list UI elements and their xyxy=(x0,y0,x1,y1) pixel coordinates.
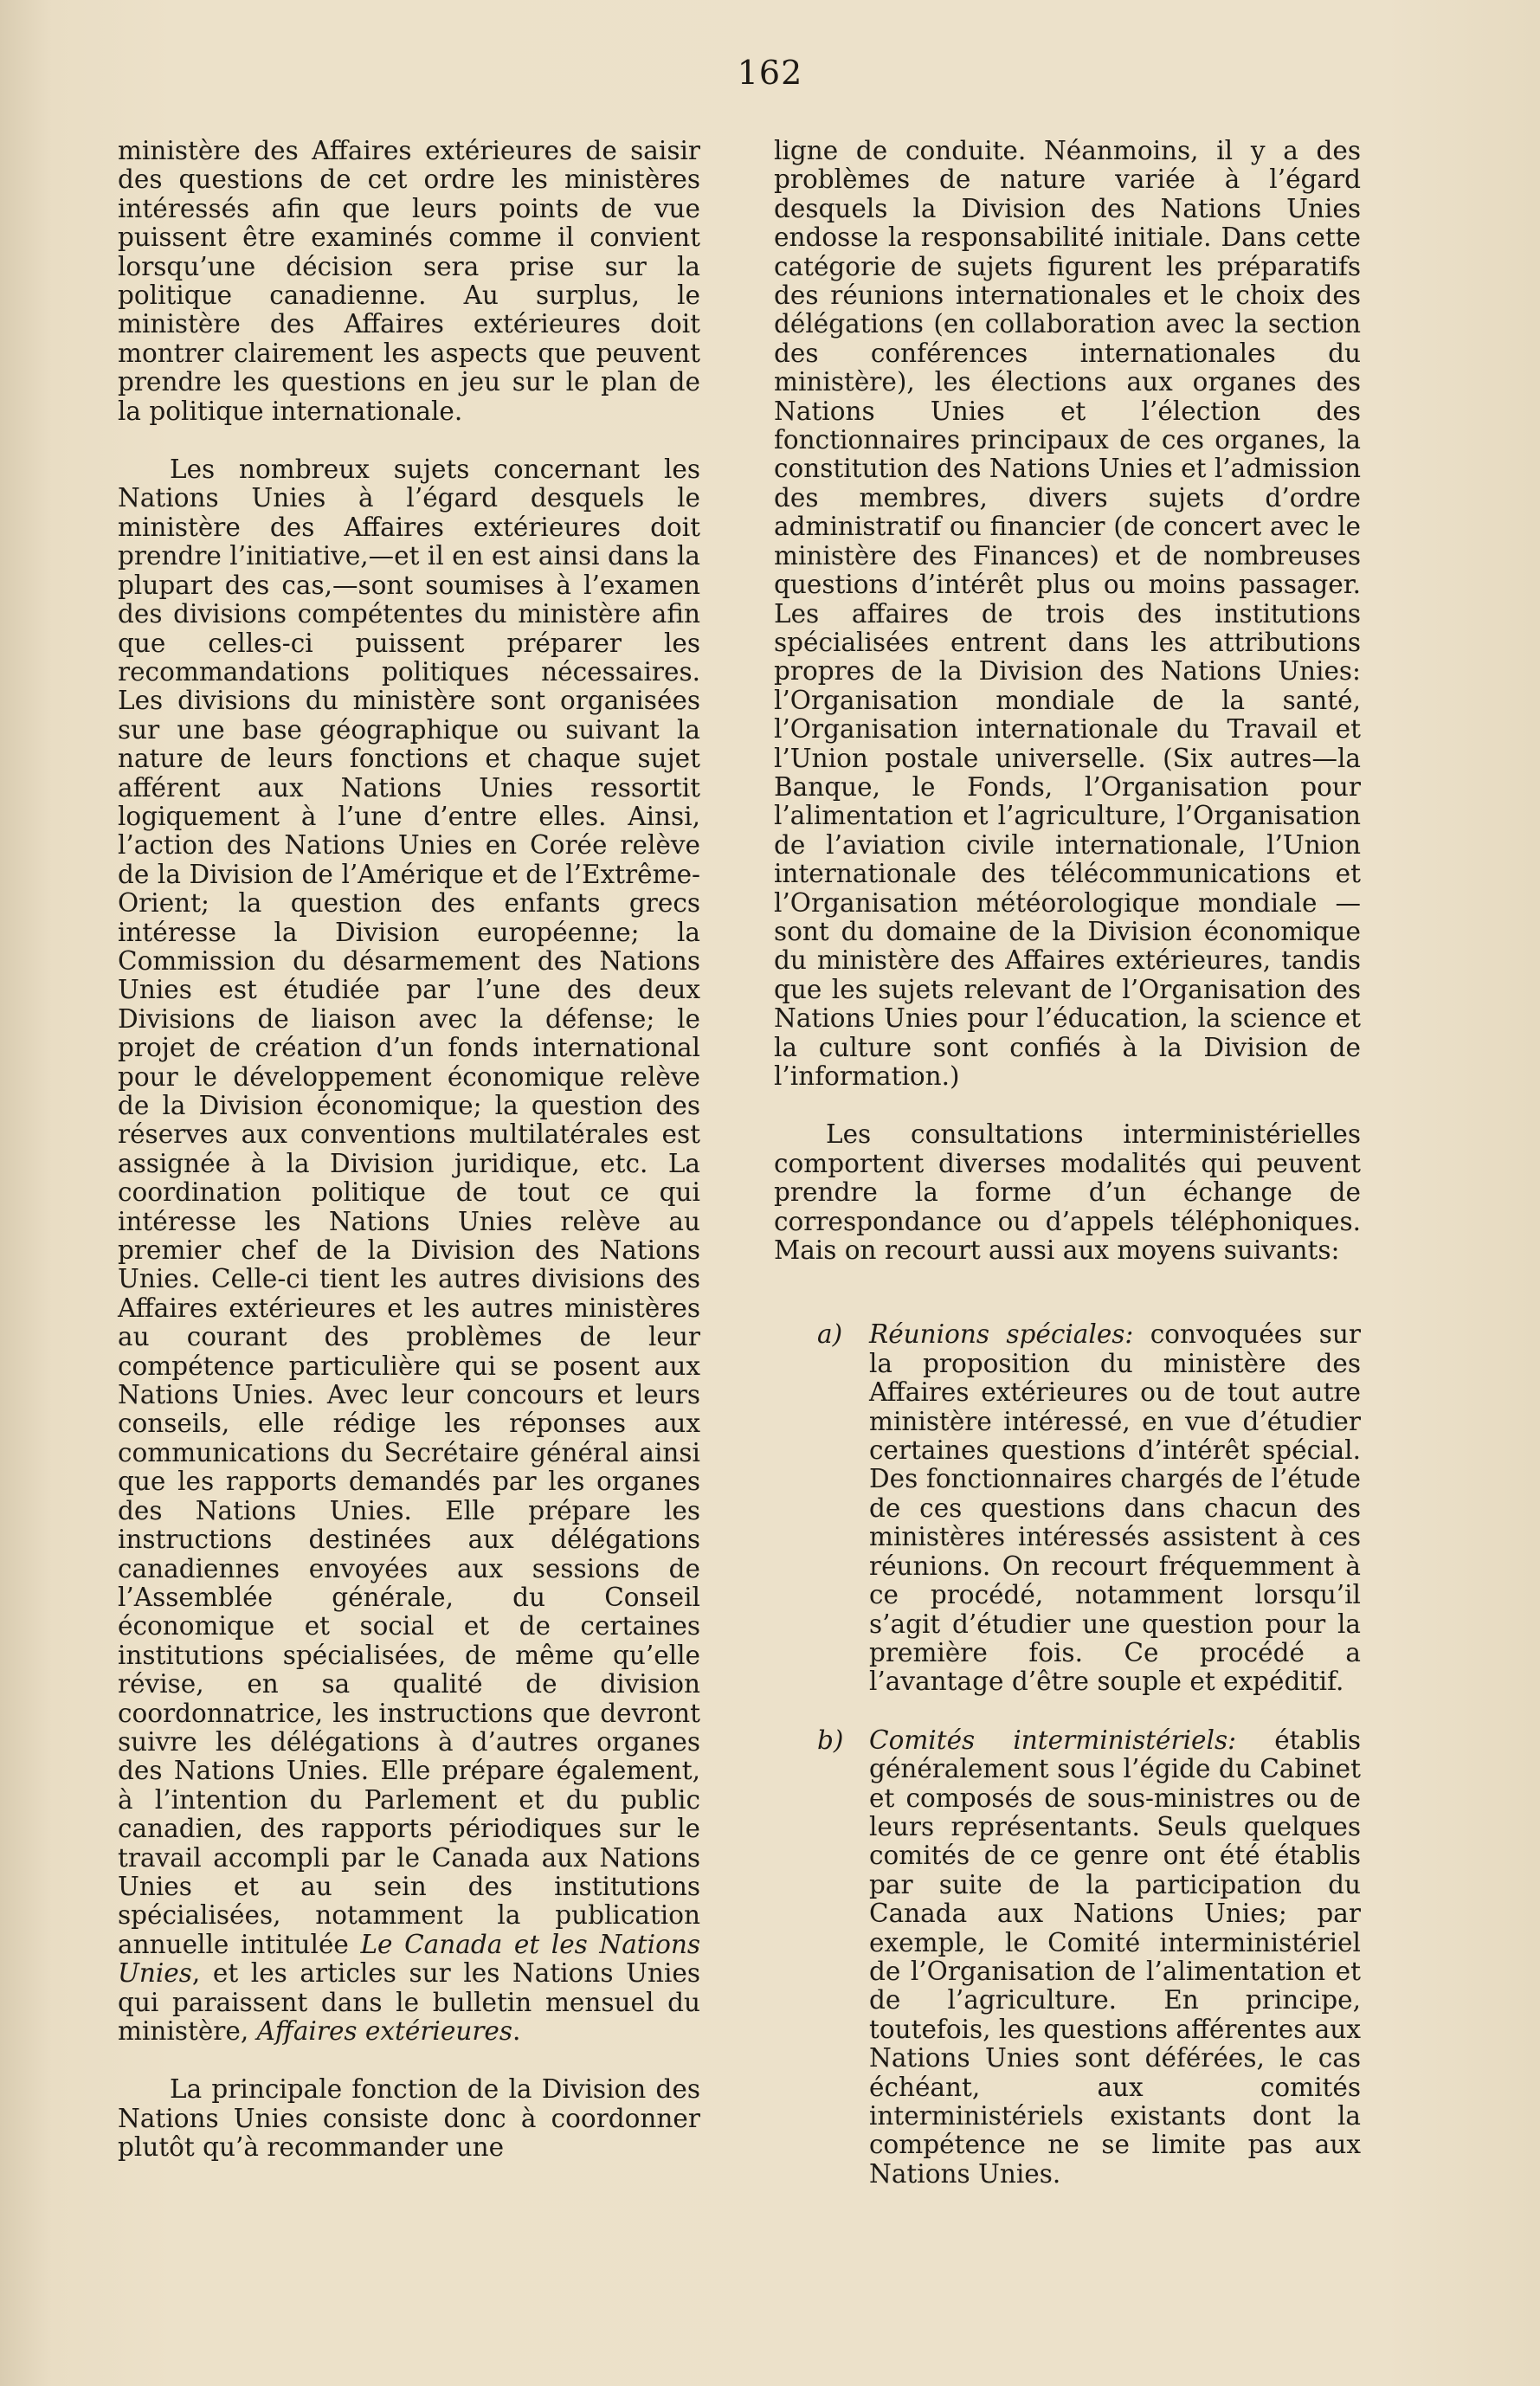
list-item-text: établis généralement sous l’égide du Cabinet et composés de sous-ministres ou de leurs représentants. Seuls quelques comités de ce genre ont été établis par suite de la participation du Canada aux Nations Unies; par exemple, le Comité interministériel de l’Organisation de l’alimentation et de l’agriculture. En principe, toutefois, les questions afférentes aux Nations Unies sont déférées, le cas échéant, aux comités interministériels existants dont la compétence ne se limite pas aux Nations Unies. xyxy=(869,1725,1362,2189)
list-item-marker: b) xyxy=(817,1725,844,1755)
consultation-list xyxy=(774,1320,1361,2189)
list-item xyxy=(774,1320,1361,1696)
left-paragraph-1: ministère des Affaires extérieures de saisir des questions de cet ordre les ministères intéressés afin que leurs points de vue puissent être examinés comme il convient lorsqu’une décision sera prise sur la politique canadienne. Au surplus, le ministère des Affaires extérieures doit montrer clairement les aspects que peuvent prendre les questions en jeu sur le plan de la politique internationale. xyxy=(118,136,700,426)
list-item-term: Réunions spéciales: xyxy=(869,1319,1134,1350)
left-paragraph-2-end: . xyxy=(512,2016,521,2046)
left-paragraph-2 xyxy=(118,455,700,2046)
list-item-marker: a) xyxy=(817,1319,843,1350)
list-item-text: convoquées sur la proposition du ministère des Affaires extérieures ou de tout autre ministère intéressé, en vue d’étudier certaines questions d’intérêt spécial. Des fonctionnaires chargés de l’étude de ces questions dans chacun des ministères intéressés assistent à ces réunions. On recourt fréquemment à ce procédé, notamment lorsqu’il s’agit d’étudier une question pour la première fois. Ce procédé a l’avantage d’être souple et expéditif. xyxy=(869,1319,1362,1697)
left-paragraph-2-text: Les nombreux sujets concernant les Nations Unies à l’égard desquels le ministère des Affaires extérieures doit prendre l’initiative,—et il en est ainsi dans la plupart des cas,—sont soumises à l’examen des divisions compétentes du ministère afin que celles-ci puissent préparer les recommandations politiques nécessaires. Les divisions du ministère sont organisées sur une base géographique ou suivant la nature de leurs fonctions et chaque sujet afférent aux Nations Unies ressortit logiquement à l’une d’entre elles. Ainsi, l’action des Nations Unies en Corée relève de la Division de l’Amérique et de l’Extrême-Orient; la question des enfants grecs intéresse la Division européenne; la Commission du désarmement des Nations Unies est étudiée par l’une des deux Divisions de liaison avec la défense; le projet de création d’un fonds international pour le développement économique relève de la Division économique; la question des réserves aux conventions multilatérales est assignée à la Division juridique, etc. La coordination politique de tout ce qui intéresse les Nations Unies relève au premier chef de la Division des Nations Unies. Celle-ci tient les autres divisions des Affaires extérieures et les autres ministères au courant des problèmes de leur compétence particulière qui se posent aux Nations Unies. Avec leur concours et leurs conseils, elle rédige les réponses aux communications du Secrétaire général ainsi que les rapports demandés par les organes des Nations Unies. Elle prépare les instructions destinées aux délégations canadiennes envoyées aux sessions de l’Assemblée générale, du Conseil économique et social et de certaines institutions spécialisées, de même qu’elle révise, en sa qualité de division coordonnatrice, les instructions que devront suivre les délégations à d’autres organes des Nations Unies. Elle prépare également, à l’intention du Parlement et du public canadien, des rapports périodiques sur le travail accompli par le Canada aux Nations Unies et au sein des institutions spécialisées, notamment la publication annuelle intitulée xyxy=(118,455,700,1959)
page-number: 162 xyxy=(737,54,803,92)
right-paragraph-2: Les consultations interministérielles comportent diverses modalités qui peuvent prendre la forme d’un échange de correspondance ou d’appels téléphoniques. Mais on recourt aussi aux moyens suivants: xyxy=(774,1119,1361,1266)
left-column xyxy=(118,137,700,2163)
publication-title: Le Canada et les Nations Unies xyxy=(118,1929,700,1989)
left-paragraph-2-middle: , et les articles sur les Nations Unies qui paraissent dans le bulletin mensuel du ministère, xyxy=(118,1958,700,2046)
right-paragraph-1: ligne de conduite. Néanmoins, il y a des problèmes de nature variée à l’égard desquels la Division des Nations Unies endosse la responsabilité initiale. Dans cette catégorie de sujets figurent les préparatifs des réunions internationales et le choix des délégations (en collaboration avec la section des conférences internationales du ministère), les élections aux organes des Nations Unies et l’élection des fonctionnaires principaux de ces organes, la constitution des Nations Unies et l’admission des membres, divers sujets d’ordre administratif ou financier (de concert avec le ministère des Finances) et de nombreuses questions d’intérêt plus ou moins passager. Les affaires de trois des institutions spécialisées entrent dans les attributions propres de la Division des Nations Unies: l’Organisation mondiale de la santé, l’Organisation internationale du Travail et l’Union postale universelle. (Six autres—la Banque, le Fonds, l’Organisation pour l’alimentation et l’agriculture, l’Organisation de l’aviation civile internationale, l’Union internationale des télécommunications et l’Organisation météorologique mondiale — sont du domaine de la Division économique du ministère des Affaires extérieures, tandis que les sujets relevant de l’Organisation des Nations Unies pour l’éducation, la science et la culture sont confiés à la Division de l’information.) xyxy=(774,136,1361,1091)
bulletin-title: Affaires extérieures xyxy=(256,2016,513,2046)
list-item xyxy=(774,1726,1361,2189)
left-paragraph-3: La principale fonction de la Division des Nations Unies consiste donc à coordonner plutôt qu’à recommander une xyxy=(118,2074,700,2163)
list-item-term: Comités interministériels: xyxy=(869,1725,1237,1755)
right-column xyxy=(774,137,1361,2189)
